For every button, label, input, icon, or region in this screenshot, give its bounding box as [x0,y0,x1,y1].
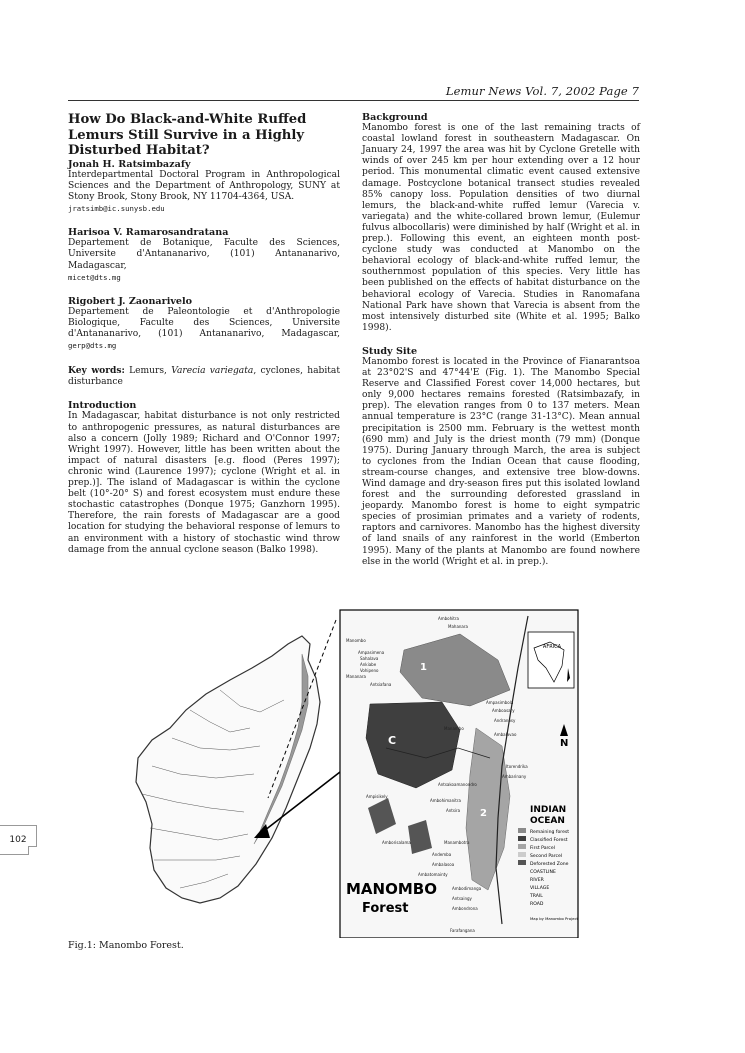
place-label: Ambalasoa [432,862,455,867]
place-label: Amborisalama [382,840,411,845]
place-label: Antsaingy [452,896,472,901]
place-label: Vohipeno [360,668,379,673]
legend-item: VILLAGE [530,886,550,891]
inset-label: AFRICA [542,644,562,650]
parcel-label-c: C [388,734,397,747]
place-label: Ampasimena [358,650,385,655]
keywords [68,365,340,388]
figure-svg [40,598,680,938]
introduction-text: In Madagascar, habitat disturbance is not only restricted to anthropogenic pressures, as natural disturbances are also a concern (Jolly 1989; Richard and O'Connor 1997; Wright 1997). However, little has been written about the impact of natural disasters [e.g. flood (Peres 1997); chronic wind (Laurence 1997); cyclone (Wright et al. in prep.)]. The island of Madagascar is within the cyclone belt (10°-20° S) and forest ecosystem must endure these stochastic catastrophes (Donque 1975; Ganzhorn 1995). Therefore, the rain forests of Madagascar are a good location for studying the behavioral response of lemurs to an environment with a history of stochastic wind throw damage from the annual cyclone season (Balko 1998). [68,411,340,555]
parcel-label-2: 2 [480,808,487,819]
map-title-line1: MANOMBO [346,880,437,898]
place-label: Ampisikely [366,794,388,799]
place-label: Antsira [446,808,461,813]
place-label: Manombo [346,638,366,643]
place-label: Andemba [432,852,452,857]
place-label: Antsakoamanondro [438,782,477,787]
keywords-label: Key words: [68,365,125,377]
place-label: Ambatomainty [418,872,448,877]
affiliation-text: Departement de Paleontologie et d'Anthropologie Biologique, Faculte des Sciences, Universite d'Antananarivo, (101) Antananarivo, Madagascar, [68,306,340,339]
place-label: Farafangana [450,928,475,933]
map-credit: Map by Manombo Project [530,916,579,921]
place-label: Ambarinany [502,774,527,779]
place-label: Ampasimbola [486,700,514,705]
legend-item: Classified Forest [530,838,568,843]
author-email[interactable]: gerp@dts.mg [68,341,117,351]
author-name: Rigobert J. Zaonarivelo [68,295,193,307]
legend-item: Remaining forest [530,830,570,835]
place-label: Andranosy [494,718,516,723]
legend-item: RIVER [530,878,544,883]
article-title: How Do Black-and-White Ruffed Lemurs Still Survive in a Highly Disturbed Habitat? [68,112,307,159]
parcel-label-1: 1 [420,662,427,673]
place-label: Mananara [346,674,366,679]
legend-item: Deforested Zone [530,862,569,867]
place-label: Ambohimanitra [430,798,461,803]
place-label: Manambo [444,726,464,731]
author-affiliation [68,307,340,352]
author-email[interactable]: micet@dts.mg [68,272,121,282]
place-label: Ambondrona [452,906,478,911]
place-label: Ankiabe [360,662,377,667]
left-column [68,112,340,556]
introduction-heading: Introduction [68,400,137,412]
place-label: Ambalavao [494,732,517,737]
place-label: Ambohitra [438,616,459,621]
place-label: Antsiafana [370,682,392,687]
ocean-label-2: OCEAN [530,816,565,826]
author-email[interactable]: jratsimb@ic.sunysb.edu [68,204,165,214]
affiliation-text: Interdepartmental Doctoral Program in Anthropological Sciences and the Department of Anthropology, SUNY at Stony Brook, Stony Brook, NY 11704-4364, USA. [68,169,340,203]
affiliation-text: Departement de Botanique, Faculte des Sciences, Universite d'Antananarivo, (101) Antananarivo, Madagascar, [68,238,340,271]
map-title-line2: Forest [362,901,409,916]
place-label: Sahalava [360,656,379,661]
background-text: Manombo forest is one of the last remaining tracts of coastal lowland forest in southeastern Madagascar. On January 24, 1997 the area was hit by Cyclone Gretelle with winds of over 245 km per hour extending over a 12 hour period. This monumental climatic event caused extensive damage. Postcyclone botanical transect studies revealed 85% canopy loss. Population densities of two diurnal lemurs, the black-and-white ruffed lemur (Varecia v. variegata) and the white-collared brown lemur, (Eulemur fulvus albocollaris) were diminished by half (Wright et al. in prep.). Following this event, an eighteen month post-cyclone study was conducted at Manombo on the behavioral ecology of black-and-white ruffed lemur, the southernmost population of this species. Very little has been published on the effects of habitat disturbance on the behavioral ecology of Varecia. Studies in Ranomafana National Park have shown that Varecia is absent from the most intensively disturbed site (White et al. 1995; Balko 1998). [362,123,640,333]
author-block-1 [68,159,340,214]
legend-item: TRAIL [530,894,543,899]
africa-inset [528,632,574,688]
place-label: Manambotra [444,840,470,845]
legend-item: First Parcel [530,846,555,851]
keywords-species: Varecia variegata [171,366,254,377]
background-heading: Background [362,112,428,123]
ocean-label-1: INDIAN [530,805,567,815]
legend-item: ROAD [530,902,544,907]
figure-caption: Fig.1: Manombo Forest. [68,940,184,951]
page-number: 102 [0,825,37,855]
right-column [362,112,640,568]
header-rule [68,100,639,101]
keywords-post: , cyclones, habitat disturbance [68,366,340,388]
study-site-text: Manombo forest is located in the Province of Fianarantsoa at 23°02'S and 47°44'E (Fig. 1). The Manombo Special Reserve and Classified Forest cover 14,000 hectares, but only 9,000 hectares remains forested (Ratsimbazafy, in prep). The elevation ranges from 0 to 137 meters. Mean annual temperature is 23°C (range 31-13°C). Mean annual precipitation is 2500 mm. February is the wettest month (690 mm) and July is the driest month (79 mm) (Donque 1975). During January through March, the area is subject to cyclones from the Indian Ocean that cause flooding, stream-course changes, and extensive tree blow-downs. Wind damage and dry-season fires put this isolated lowland forest and the surrounding deforested grassland in jeopardy. Manombo forest is home to eight sympatric species of prosimian primates and a variety of rodents, raptors and carnivores. Manombo has the highest diversity of land snails of any rainforest in the world (Emberton 1995). Many of the plants at Manombo are found nowhere else in the world (Wright et al. in prep.). [362,356,640,567]
legend-item: Second Parcel [530,854,563,859]
place-label: Mahanara [448,624,468,629]
author-block-3 [68,296,340,352]
author-name: Harisoa V. Ramarosandratana [68,227,229,239]
place-label: Amboasary [492,708,515,713]
figure-1 [40,598,680,948]
study-site-heading: Study Site [362,345,418,357]
place-label: Itorendrika [506,764,528,769]
place-label: Ambodimanga [452,886,482,891]
north-label: N [560,738,569,749]
author-block-2 [68,227,340,282]
keywords-pre: Lemurs, [129,366,167,377]
author-affiliation [68,238,340,271]
legend-item: COASTLINE [530,870,556,875]
author-affiliation [68,170,340,203]
running-head: Lemur News Vol. 7, 2002 Page 7 [445,84,639,98]
author-name: Jonah H. Ratsimbazafy [68,158,191,170]
